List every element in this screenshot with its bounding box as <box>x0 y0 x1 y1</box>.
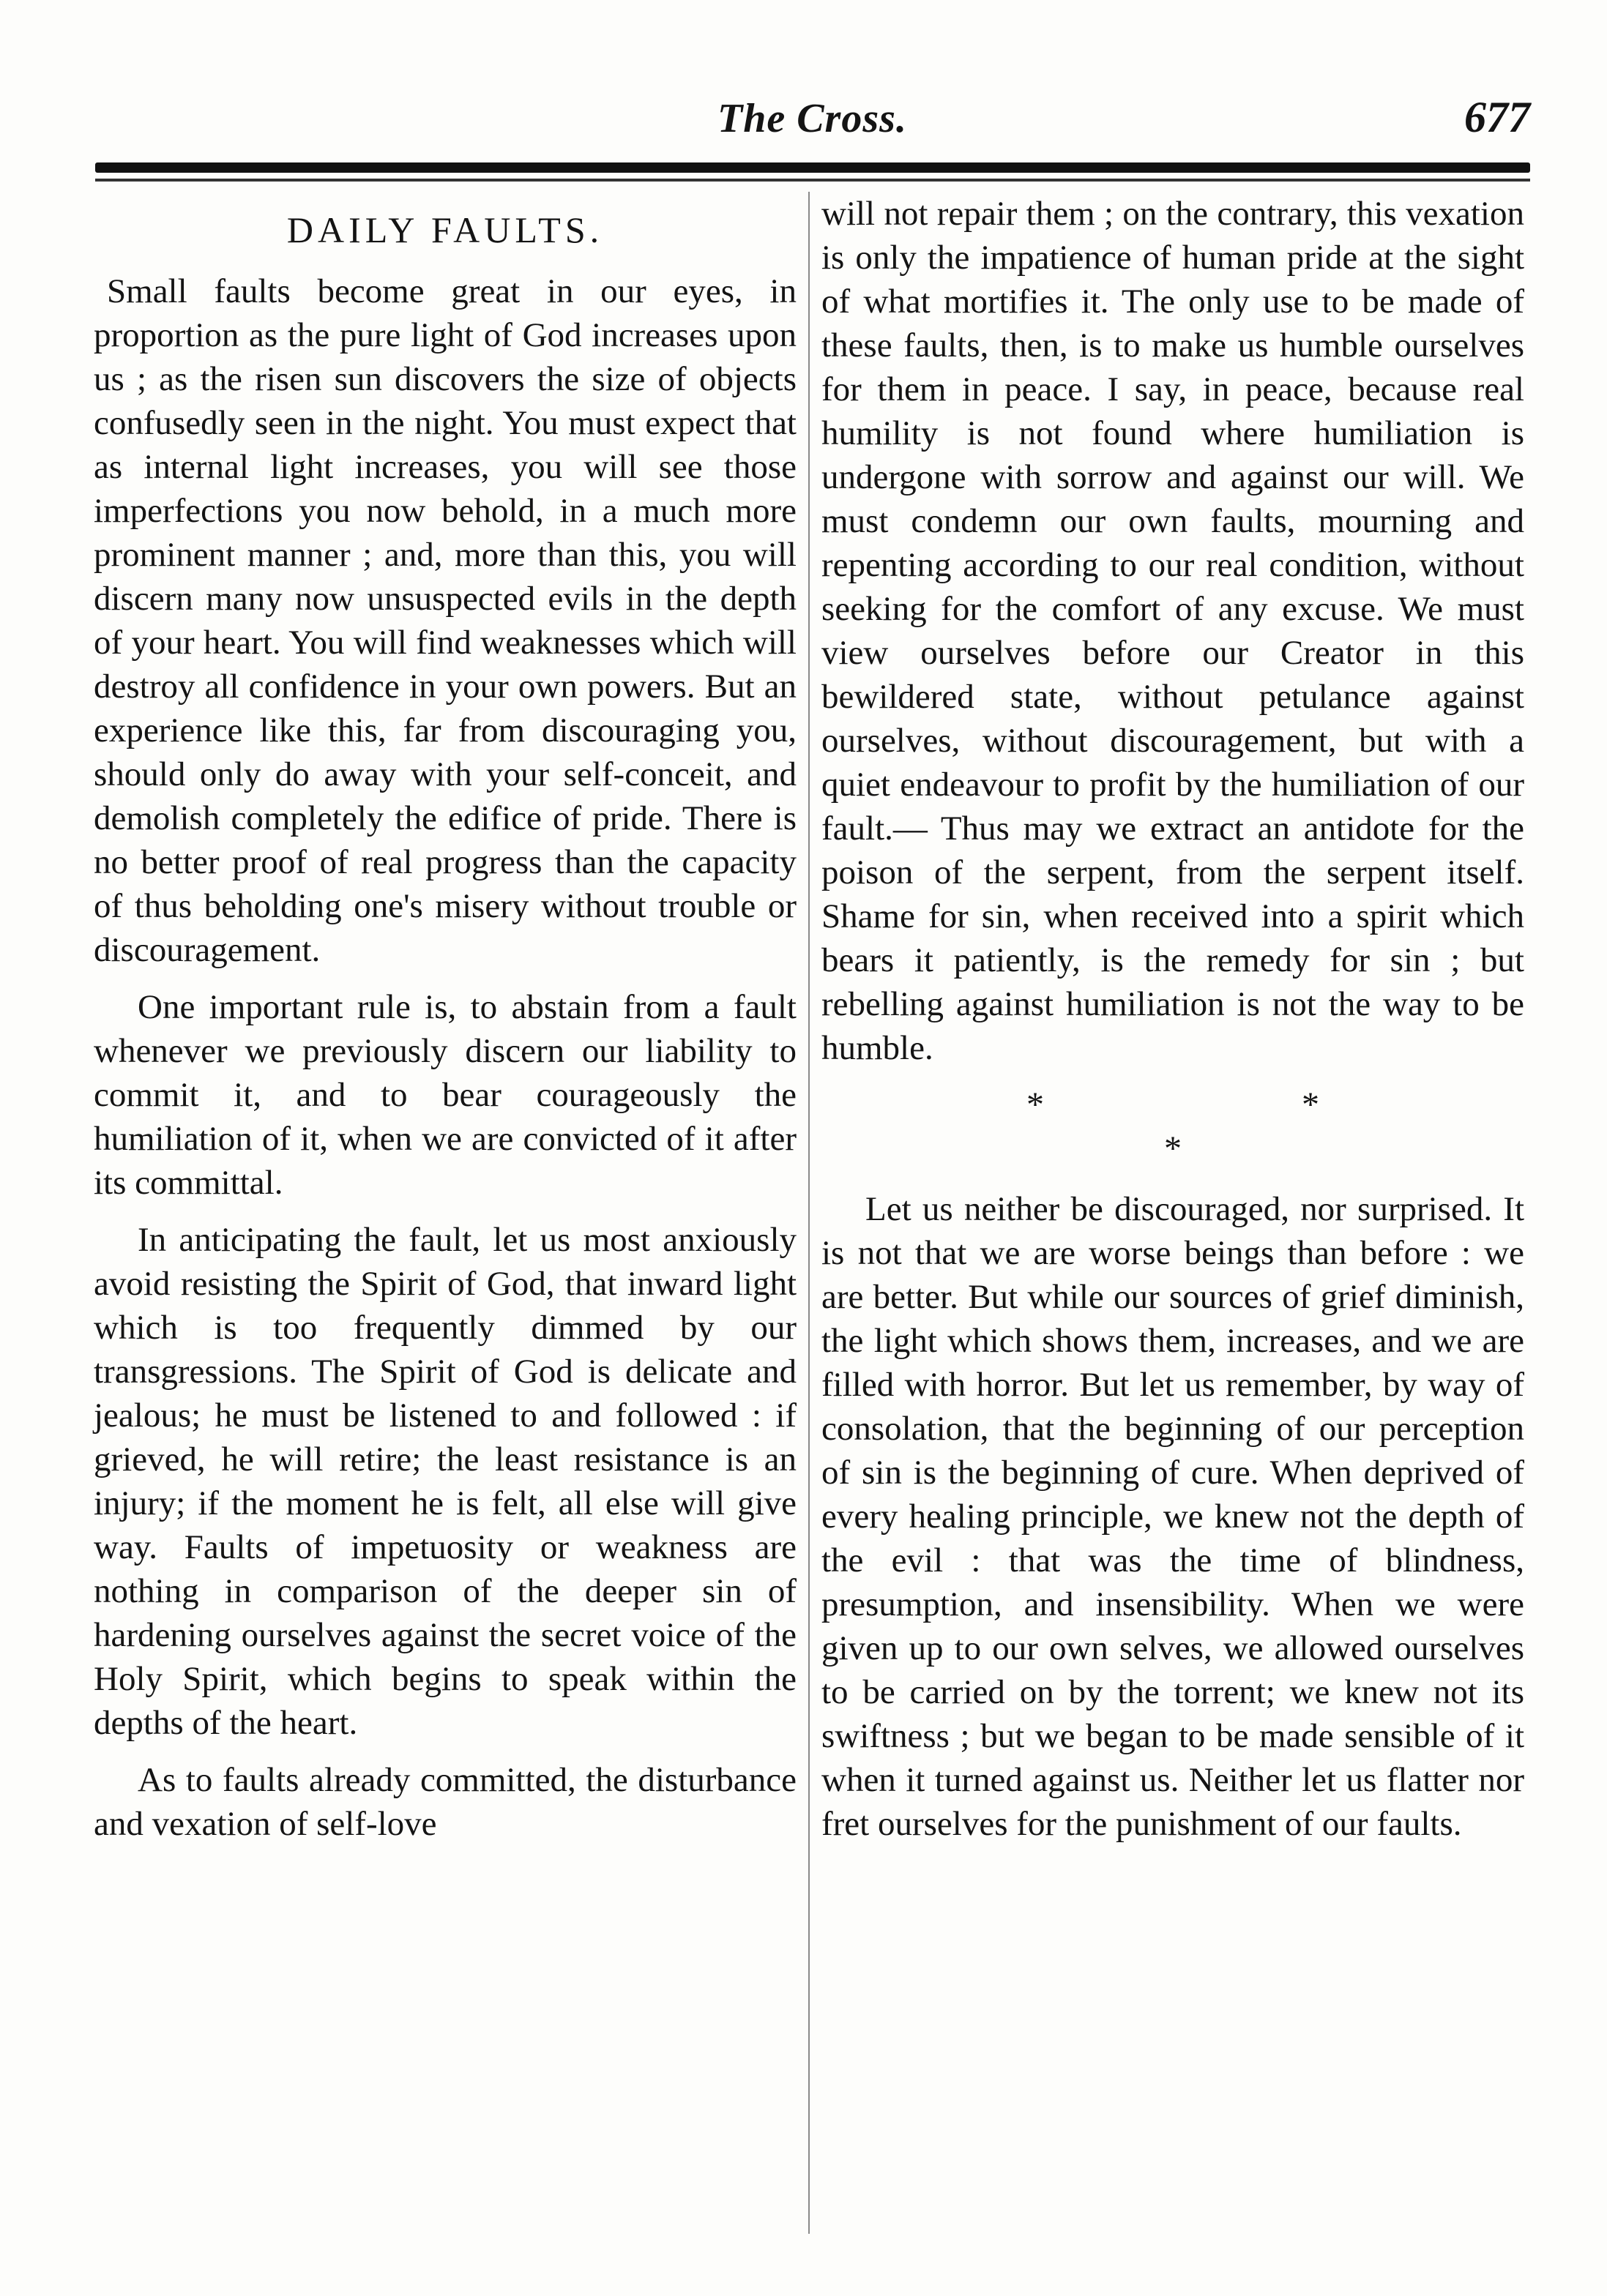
header-rule <box>95 162 1530 173</box>
header-rule-thin <box>95 179 1530 182</box>
right-column <box>821 192 1524 1859</box>
paragraph: will not repair them ; on the contrary, this vexation is only the impatience of human pride at the sight of what mortifies it. The only use to be made of these faults, then, is to make us humble ourselves for them in peace. I say, in peace, because real humility is not found where humiliation is undergone with sorrow and against our will. We must condemn our own faults, mourning and repenting according to our real condition, without seeking for the comfort of any excuse. We must view ourselves before our Creator in this bewildered state, without petulance against ourselves, without discouragement, but with a quiet endeavour to profit by the humiliation of our fault.— Thus may we extract an antidote for the poison of the serpent, from the serpent itself. Shame for sin, when received into a spirit which bears it patiently, is the remedy for sin ; but rebelling against humiliation is not the way to be humble. <box>821 195 1524 1067</box>
journal-title: The Cross. <box>717 96 907 141</box>
left-column <box>94 192 797 1859</box>
section-separator: * * * <box>1026 1085 1444 1168</box>
running-head <box>95 88 1530 154</box>
paragraph: One important rule is, to abstain from a fault whenever we previously discern our liability to commit it, and to bear courageously the humiliation of it, when we are convicted of it after its committal. <box>94 988 797 1202</box>
paragraph: Small faults become great in our eyes, in proportion as the pure light of God increases upon us ; as the risen sun discovers the size of objects confusedly seen in the night. You must expect that as internal light increases, you will see those imperfections you now behold, in a much more prominent manner ; and, more than this, you will discern many now unsuspected evils in the depth of your heart. You will find weaknesses which will destroy all confidence in your own powers. But an experience like this, far from discouraging you, should only do away with your self-conceit, and demolish completely the edifice of pride. There is no better proof of real progress than the capacity of thus beholding one's misery without trouble or discouragement. <box>94 272 797 969</box>
paragraph: Let us neither be discouraged, nor surprised. It is not that we are worse beings than before : we are better. But while our sources of grief diminish, the light which shows them, increases, and we are filled with horror. But let us remember, by way of consolation, that the beginning of our perception of sin is the beginning of cure. When deprived of every healing principle, we knew not the depth of the evil : that was the time of blindness, presumption, and insensibility. When we were given up to our own selves, we allowed ourselves to be carried on by the torrent; we knew not its swiftness ; but we began to be made sensible of it when it turned against us. Neither let us flatter nor fret ourselves for the punishment of our faults. <box>821 1190 1524 1843</box>
paragraph: In anticipating the fault, let us most anxiously avoid resisting the Spirit of God, that inward light which is too frequently dimmed by our transgressions. The Spirit of God is delicate and jealous; he must be listened to and followed : if grieved, he will retire; the least resistance is an injury; if the moment he is felt, all else will give way. Faults of impetuosity or weakness are nothing in comparison of the deeper sin of hardening ourselves against the secret voice of the Holy Spirit, which begins to speak within the depths of the heart. <box>94 1221 797 1742</box>
column-divider <box>808 192 810 2234</box>
article-title: DAILY FAULTS. <box>286 209 604 250</box>
page-number: 677 <box>1464 93 1530 141</box>
paragraph: As to faults already committed, the disturbance and vexation of self-love <box>94 1761 797 1843</box>
